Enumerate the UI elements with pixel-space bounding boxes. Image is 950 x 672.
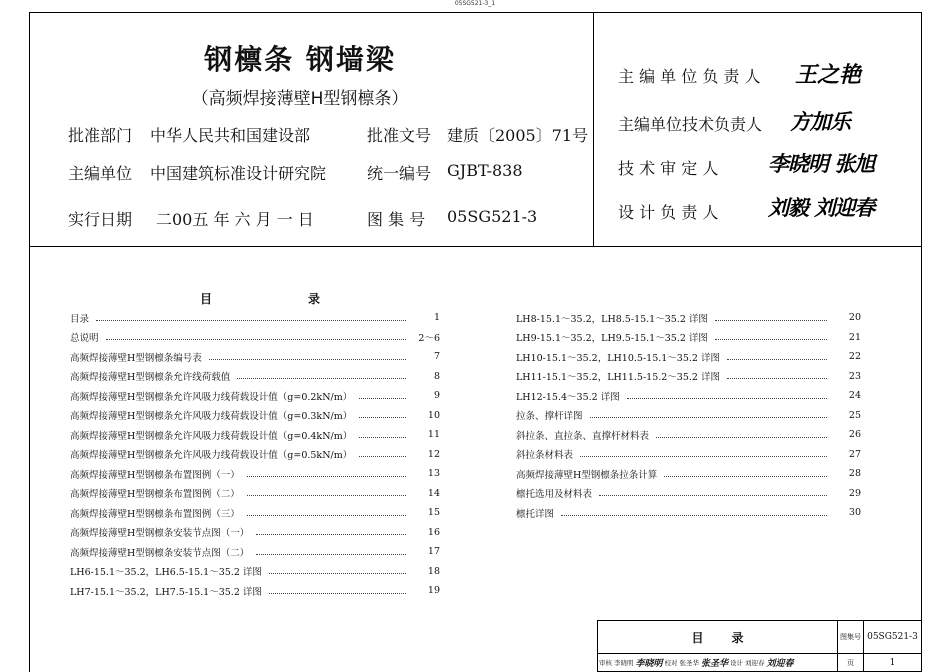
toc-entry-title: 拉条、撑杆详图 <box>516 411 583 422</box>
toc-leader-dots <box>359 397 406 399</box>
toc-leader-dots <box>599 494 827 496</box>
toc-entry-page: 10 <box>427 409 440 421</box>
toc-entry-title: LH11-15.1～35.2，LH11.5-15.2～35.2 详图 <box>516 372 720 383</box>
toc-leader-dots <box>359 455 406 457</box>
review-name: 李晓明 <box>614 659 634 667</box>
toc-leader-dots <box>269 572 406 574</box>
toc-entry-title: 高频焊接薄壁H型钢檩条布置图例（三） <box>70 508 240 520</box>
title-block-signatures <box>598 654 838 671</box>
review-signature: 李晓明 <box>635 659 663 669</box>
toc-entry-page: 23 <box>848 370 861 382</box>
file-id: 05SG521-3_1 <box>454 0 496 7</box>
toc-entry[interactable] <box>70 562 440 581</box>
toc-leader-dots <box>269 592 406 594</box>
toc-entry-page: 21 <box>848 331 861 343</box>
toc-leader-dots <box>96 319 406 321</box>
toc-entry[interactable] <box>516 503 861 522</box>
toc-entry-title: 高频焊接薄壁H型钢檩条允许线荷载值 <box>70 372 231 383</box>
design-lead-label: 设 计 负 责 人 <box>618 203 719 222</box>
effective-date-value: 二00五 年 六 月 一 日 <box>156 210 314 229</box>
toc-leader-dots <box>256 553 406 555</box>
toc-leader-dots <box>580 455 827 457</box>
toc-entry[interactable] <box>70 328 440 347</box>
toc-entry-page: 27 <box>848 448 861 460</box>
toc-entry-page: 7 <box>433 351 440 362</box>
toc-entry[interactable] <box>516 367 861 386</box>
editor-unit-label: 主编单位 <box>68 164 133 183</box>
toc-entry[interactable] <box>70 581 440 600</box>
toc-leader-dots <box>247 514 406 516</box>
title-block-name-right: 录 <box>731 630 744 645</box>
approval-doc-label: 批准文号 <box>367 126 432 145</box>
toc-entry-page: 2～6 <box>418 333 440 344</box>
toc-entry[interactable] <box>516 328 861 347</box>
toc-entry-title: LH8-15.1～35.2，LH8.5-15.1～35.2 详图 <box>516 313 708 325</box>
title-block-name <box>598 621 838 654</box>
toc-entry-title: 高频焊接薄壁H型钢檩条允许风吸力线荷载设计值（g=0.3kN/m） <box>70 411 353 422</box>
toc-title-left: 目 <box>200 292 213 306</box>
design-label: 设计 <box>730 659 744 667</box>
check-name: 张圣华 <box>679 659 700 667</box>
toc-entry-page: 28 <box>848 468 861 479</box>
tech-chief-label: 主编单位技术负责人 <box>618 115 763 134</box>
toc-entry-page: 19 <box>427 585 440 596</box>
toc-entry-title: 高频焊接薄壁H型钢檩条编号表 <box>70 352 202 364</box>
toc-entry[interactable] <box>70 367 440 386</box>
toc-leader-dots <box>561 514 827 516</box>
toc-entry-page: 17 <box>427 546 440 557</box>
atlas-no-value: 05SG521-3 <box>864 621 921 654</box>
toc-entry[interactable] <box>70 464 440 483</box>
toc-leader-dots <box>359 416 406 418</box>
toc-entry-title: LH12-15.4～35.2 详图 <box>516 391 620 403</box>
toc-leader-dots <box>627 397 827 399</box>
toc-entry[interactable] <box>516 425 861 444</box>
toc-entry-page: 1 <box>433 312 440 323</box>
toc-entry-title: LH7-15.1～35.2，LH7.5-15.1～35.2 详图 <box>70 586 262 598</box>
atlas-subtitle: （高频焊接薄壁H型钢檩条） <box>191 89 409 109</box>
toc-entry-title: 檩托选用及材料表 <box>516 489 593 500</box>
toc-entry[interactable] <box>516 484 861 503</box>
toc-entry-title: 高频焊接薄壁H型钢檩条安装节点图（二） <box>70 547 250 559</box>
editor-unit-value: 中国建筑标准设计研究院 <box>150 164 327 183</box>
approval-dept-label: 批准部门 <box>68 126 133 145</box>
toc-entry-page: 22 <box>848 351 861 362</box>
toc-leader-dots <box>590 416 827 418</box>
toc-leader-dots <box>664 475 827 477</box>
toc-entry-title: 高频焊接薄壁H型钢檩条拉条计算 <box>516 469 658 481</box>
toc-entry-title: LH6-15.1～35.2，LH6.5-15.1～35.2 详图 <box>70 567 262 578</box>
effective-date-label: 实行日期 <box>68 210 133 229</box>
toc-entry-title: 总说明 <box>70 333 99 344</box>
toc-entry[interactable] <box>70 425 440 444</box>
toc-leader-dots <box>715 338 827 340</box>
toc-entry[interactable] <box>70 445 440 464</box>
toc-entry[interactable] <box>516 445 861 464</box>
tech-reviewer-signature: 李晓明 张旭 <box>768 151 875 176</box>
design-signature: 刘迎春 <box>766 659 794 669</box>
toc-entry-title: 斜拉条材料表 <box>516 450 574 461</box>
atlas-number-value: 05SG521-3 <box>447 207 538 226</box>
toc-entry-page: 26 <box>848 429 861 440</box>
toc-entry-page: 20 <box>848 312 861 323</box>
toc-entry[interactable] <box>70 386 440 405</box>
toc-entry-page: 12 <box>427 448 440 460</box>
toc-entry-page: 30 <box>848 507 861 518</box>
toc-entry-title: LH9-15.1～35.2，LH9.5-15.1～35.2 详图 <box>516 333 708 344</box>
toc-leader-dots <box>715 319 827 321</box>
toc-entry-page: 18 <box>427 565 440 577</box>
toc-leader-dots <box>237 377 406 379</box>
toc-entry[interactable] <box>70 347 440 366</box>
toc-leader-dots <box>247 475 406 477</box>
unified-number-label: 统一编号 <box>367 164 432 183</box>
design-lead-signature: 刘毅 刘迎春 <box>768 195 875 220</box>
toc-entry-title: 高频焊接薄壁H型钢檩条允许风吸力线荷载设计值（g=0.5kN/m） <box>70 450 353 461</box>
toc-entry-title: 目录 <box>70 313 90 325</box>
approval-dept-value: 中华人民共和国建设部 <box>150 126 311 145</box>
toc-entry-page: 15 <box>427 507 440 518</box>
atlas-number-label: 图 集 号 <box>367 210 426 229</box>
page-label: 页 <box>838 654 864 671</box>
toc-leader-dots <box>727 358 827 360</box>
toc-entry-page: 24 <box>848 390 861 401</box>
toc-title-right: 录 <box>307 292 320 306</box>
toc-leader-dots <box>359 436 406 438</box>
page-value: 1 <box>889 657 896 668</box>
toc-entry-page: 29 <box>848 487 861 499</box>
toc-leader-dots <box>209 358 406 360</box>
toc-leader-dots <box>106 338 406 340</box>
toc-entry[interactable] <box>516 386 861 405</box>
toc-entry-page: 8 <box>433 370 440 382</box>
toc-leader-dots <box>727 377 827 379</box>
design-name: 刘迎春 <box>745 659 765 667</box>
toc-entry[interactable] <box>70 523 440 542</box>
toc-leader-dots <box>656 436 827 438</box>
check-signature: 张圣华 <box>701 659 729 669</box>
title-block-name-left: 目 <box>691 630 704 645</box>
toc-entry-title: 高频焊接薄壁H型钢檩条安装节点图（一） <box>70 528 250 539</box>
tech-chief-signature: 方加乐 <box>790 109 850 134</box>
toc-entry-page: 25 <box>848 409 861 421</box>
atlas-no-label: 图集号 <box>838 621 864 654</box>
header-divider <box>29 246 922 247</box>
toc-entry-page: 16 <box>427 526 440 538</box>
toc-entry-title: LH10-15.1～35.2，LH10.5-15.1～35.2 详图 <box>516 352 720 364</box>
toc-entry-page: 14 <box>427 487 440 499</box>
toc-entry[interactable] <box>70 484 440 503</box>
toc-entry-title: 高频焊接薄壁H型钢檩条布置图例（一） <box>70 469 240 481</box>
toc-entry[interactable] <box>516 308 861 327</box>
toc-entry-title: 高频焊接薄壁H型钢檩条允许风吸力线荷载设计值（g=0.4kN/m） <box>70 430 353 442</box>
toc-entry-title: 高频焊接薄壁H型钢檩条允许风吸力线荷载设计值（g=0.2kN/m） <box>70 391 353 403</box>
toc-entry[interactable] <box>70 308 440 327</box>
toc-entry[interactable] <box>516 464 861 483</box>
toc-entry-title: 斜拉条、直拉条、直撑杆材料表 <box>516 430 650 442</box>
chief-editor-label: 主 编 单 位 负 责 人 <box>618 67 761 86</box>
toc-entry[interactable] <box>70 406 440 425</box>
check-label: 校对 <box>664 659 678 667</box>
toc-entry-page: 13 <box>427 468 440 479</box>
toc-entry[interactable] <box>70 542 440 561</box>
toc-leader-dots <box>256 533 406 535</box>
atlas-title: 钢檩条 钢墙梁 <box>204 43 396 76</box>
title-block <box>597 620 922 672</box>
toc-entry[interactable] <box>516 406 861 425</box>
toc-entry-title: 檩托详图 <box>516 508 555 520</box>
header-vertical-divider <box>593 12 594 246</box>
unified-number-value: GJBT-838 <box>447 161 523 180</box>
tech-reviewer-label: 技 术 审 定 人 <box>618 159 719 178</box>
approval-doc-value: 建质〔2005〕71号 <box>447 126 589 145</box>
toc-entry[interactable] <box>516 347 861 366</box>
toc-entry-title: 高频焊接薄壁H型钢檩条布置图例（二） <box>70 489 240 500</box>
toc-entry[interactable] <box>70 503 440 522</box>
toc-entry-page: 9 <box>433 390 440 401</box>
review-label: 审核 <box>599 659 612 667</box>
toc-leader-dots <box>247 494 406 496</box>
chief-editor-signature: 王之艳 <box>795 62 862 88</box>
toc-title <box>200 290 320 307</box>
toc-entry-page: 11 <box>427 429 440 440</box>
